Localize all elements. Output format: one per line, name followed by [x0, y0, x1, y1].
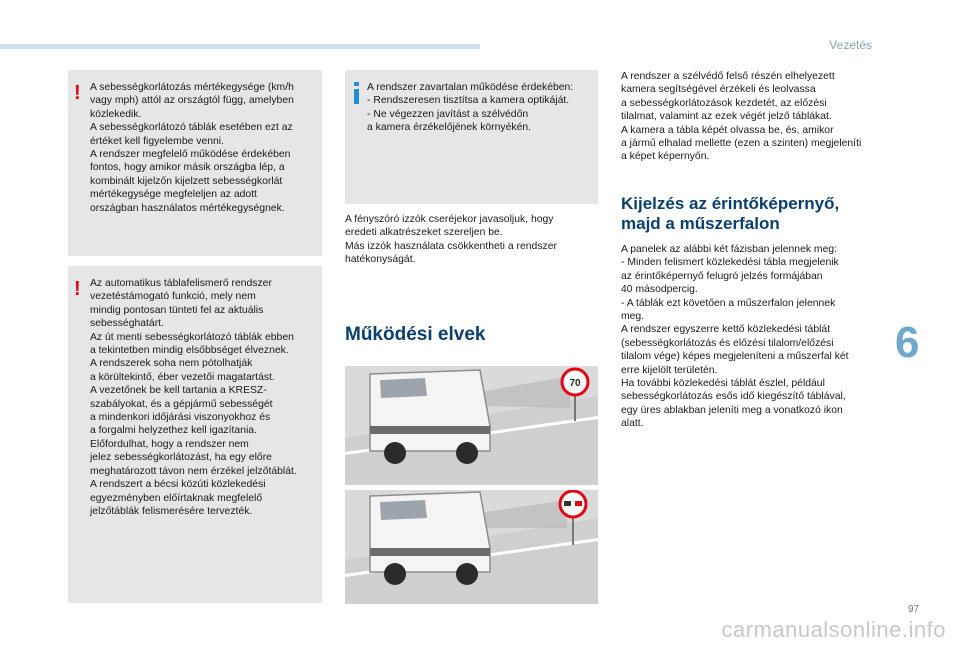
exclamation-icon: ! [74, 82, 81, 104]
speed-limit-sign-text: 70 [569, 378, 581, 389]
van-icon [370, 492, 490, 585]
info-icon [352, 82, 361, 104]
page-number: 97 [908, 604, 920, 615]
van-speed-sign-drawing [345, 366, 598, 485]
chapter-number: 6 [895, 318, 920, 367]
display-description: A panelek az alábbi két fázisban jelennek meg: - Minden felismert közlekedési tábla megjelenik az érintőképernyő felugró jelzés formájában 40 másodpercig. - A táblák ezt követően a műszerfalon jelennek meg. A rendszer egyszerre kettő közlekedési táblát (sebességkorlátozás és előzési tilalom/előzési tilalom vége) képes megjeleníteni a műszerfal két erre kijelölt területén. Ha további közlekedési táblát észlel, például sebességkorlátozás esős idő kiegészítő táblával, egy üres ablakban jeleníti meg a vonatkozó ikon alatt. [621, 244, 849, 430]
header-accent-bar [0, 44, 480, 49]
info-box [345, 70, 598, 204]
overtaking-sign-car-left [564, 501, 571, 506]
camera-illustration-overtaking-sign [345, 490, 598, 604]
display-heading: Kijelzés az érintőképernyő, majd a műszerfalon [621, 194, 840, 233]
section-heading: Működési elvek [345, 324, 486, 345]
overtaking-sign-car-right [575, 501, 582, 506]
bulb-note: A fényszóró izzók cseréjekor javasoljuk, hogy eredeti alkatrészeket szereljen be. Más izzók használata csökkentheti a rendszer hatékonyságát. [345, 214, 557, 266]
warning-box-system [68, 266, 322, 603]
watermark: carmanualsonline.info [721, 617, 946, 642]
camera-illustration-speed-sign [345, 366, 598, 485]
warning-box-unit [68, 70, 322, 256]
exclamation-icon: ! [74, 278, 81, 300]
warning-text-system: Az automatikus táblafelismerő rendszer vezetéstámogató funkció, mely nem mindig pontosan tünteti fel az aktuális sebességhatárt. Az út menti sebességkorlátozó táblák ebben a tekintetben mindig elsőbbséget élveznek. A rendszerek soha nem pótolhatják a körültekintő, éber vezetői magatartást. A vezetőnek be kell tartania a KRESZ- szabályokat, és a gépjármű sebességét a mindenkori időjárási viszonyokhoz és a forgalmi helyzethez kell igazítania. Előfordulhat, hogy a rendszer nem jelez sebességkorlátozást, ha egy előre meghatározott távon nem érzékel jelzőtáblát. A rendszert a bécsi közúti közlekedési egyezményben előírtaknak megfelelő jelzőtáblák felismerésére tervezték. [90, 278, 297, 517]
van-icon [370, 370, 490, 464]
system-intro: A rendszer a szélvédő felső részén elhelyezett kamera segítségével érzékeli és leolvassa a sebességkorlátozások kezdetét, az előzési tilalmat, valamint az ezek végét jelző táblákat. A kamera a tábla képét olvassa be, és, amikor a jármű elhalad mellette (ezen a szinten) megjeleníti a képet képernyőn. [621, 71, 862, 163]
overtaking-sign-icon [560, 491, 586, 517]
warning-text-unit: A sebességkorlátozás mértékegysége (km/h vagy mph) attól az országtól függ, amelyben közlekedik. A sebességkorlátozó táblák esetében ezt az értéket kell figyelembe venni. A rendszer megfelelő működése érdekében fontos, hogy amikor másik országba lép, a kombinált kijelzőn kijelzett sebességkorlát mértékegysége megfeleljen az adott országban használatos mértékegységnek. [90, 82, 294, 214]
van-overtaking-sign-drawing [345, 490, 598, 604]
info-text: A rendszer zavartalan működése érdekében: - Rendszeresen tisztítsa a kamera optikáját. - Ne végezzen javítást a szélvédőn a kamera érzékelőjének környékén. [367, 82, 574, 134]
section-title: Vezetés [829, 38, 872, 52]
